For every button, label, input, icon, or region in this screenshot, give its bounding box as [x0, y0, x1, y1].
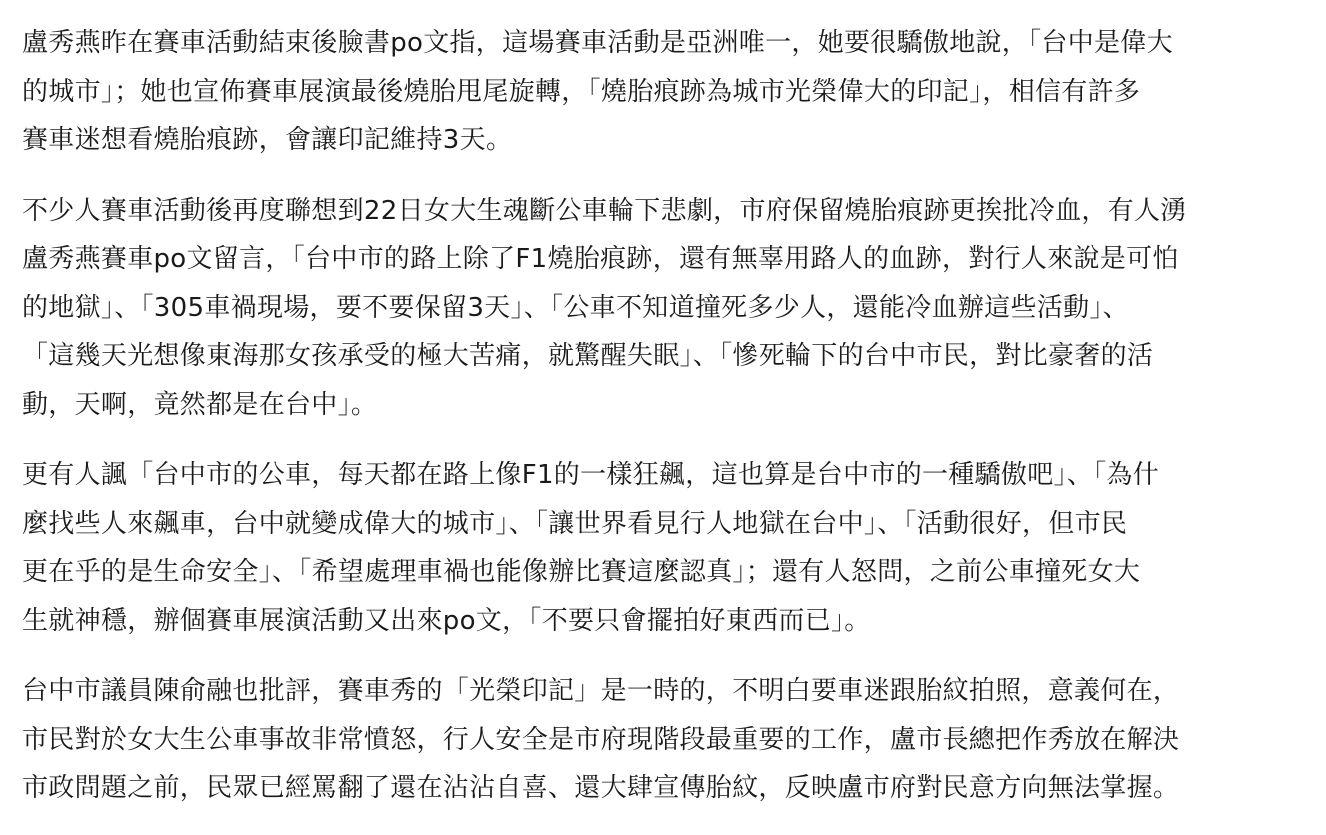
paragraph-line: 不少人賽車活動後再度聯想到22日女大生魂斷公車輪下悲劇，市府保留燒胎痕跡更挨批冷血，有人湧	[22, 195, 1187, 226]
paragraph-line: 台中市議員陳俞融也批評，賽車秀的「光榮印記」是一時的，不明白要車迷跟胎紋拍照，意義何在，	[22, 676, 1180, 706]
paragraph-1	[22, 19, 1304, 165]
paragraph-line: 的地獄」、「305車禍現場，要不要保留3天」、「公車不知道撞死多少人，還能冷血辦這些活動」、	[22, 292, 1129, 323]
paragraph-line: 盧秀燕賽車po文留言，「台中市的路上除了F1燒胎痕跡，還有無辜用路人的血跡，對行人來說是可怕	[22, 244, 1179, 274]
paragraph-line: 麼找些人來飆車，台中就變成偉大的城市」、「讓世界看見行人地獄在台中」、「活動很好，但市民	[22, 508, 1128, 539]
paragraph-line: 生就神穩，辦個賽車展演活動又出來po文，「不要只會擺拍好東西而已」。	[22, 605, 871, 636]
paragraph-line: 「這幾天光想像東海那女孩承受的極大苦痛，就驚醒失眠」、「慘死輪下的台中市民，對比豪奢的活	[22, 341, 1154, 371]
paragraph-3	[22, 451, 1304, 645]
paragraph-line: 更在乎的是生命安全」、「希望處理車禍也能像辦比賽這麼認真」；還有人怒問，之前公車撞死女大	[22, 557, 1141, 587]
paragraph-4	[22, 667, 1304, 813]
paragraph-line: 動，天啊，竟然都是在台中」。	[22, 389, 378, 420]
paragraph-line: 的城市」；她也宣佈賽車展演最後燒胎甩尾旋轉，「燒胎痕跡為城市光榮偉大的印記」，相信有許多	[22, 76, 1141, 107]
paragraph-line: 市政問題之前，民眾已經罵翻了還在沾沾自喜、還大肆宣傳胎紋，反映盧市府對民意方向無法掌握。	[22, 773, 1180, 803]
article-body	[22, 19, 1304, 835]
paragraph-line: 市民對於女大生公車事故非常憤怒，行人安全是市府現階段最重要的工作，盧市長總把作秀放在解決	[22, 724, 1180, 755]
paragraph-line: 賽車迷想看燒胎痕跡，會讓印記維持3天。	[22, 125, 513, 155]
paragraph-line: 盧秀燕昨在賽車活動結束後臉書po文指，這場賽車活動是亞洲唯一，她要很驕傲地說，「台中是偉大	[22, 28, 1173, 58]
paragraph-line: 更有人諷「台中市的公車，每天都在路上像F1的一樣狂飆，這也算是台中市的一種驕傲吧」、「為什	[22, 460, 1159, 490]
paragraph-2	[22, 187, 1304, 430]
